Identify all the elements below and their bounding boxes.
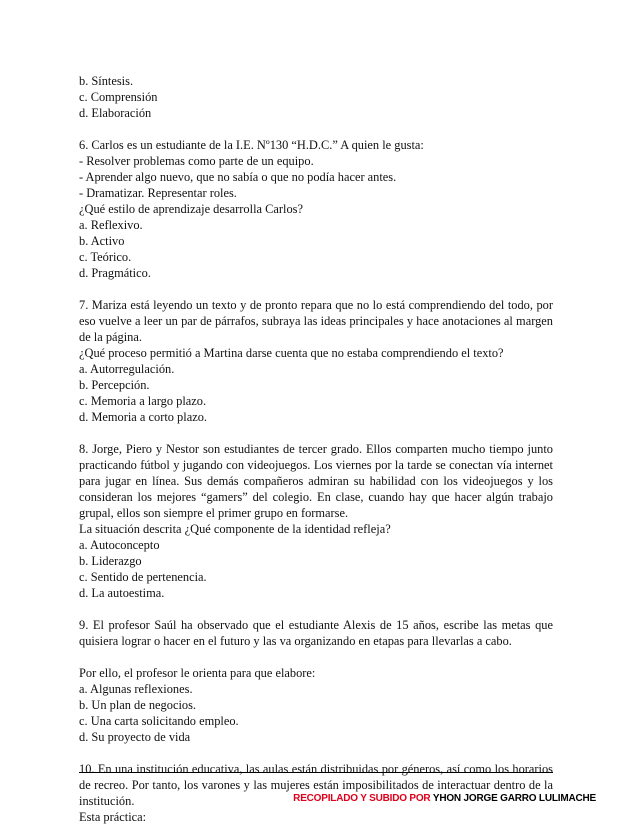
question-7 bbox=[79, 297, 553, 425]
option: b. Síntesis. bbox=[79, 74, 134, 88]
question-8 bbox=[79, 441, 553, 601]
footer-credit-author: YHON JORGE GARRO LULIMACHE bbox=[432, 793, 596, 804]
carryover-options bbox=[79, 73, 553, 121]
footer-divider bbox=[79, 772, 553, 773]
question-stem: 7. Mariza está leyendo un texto y de pronto repara que no lo está comprendiendo del todo, por eso vuelve a leer un par de párrafos, subraya las ideas principales y hace anotaciones al margen de la página. bbox=[79, 298, 553, 344]
question-stem: 10. En una institución educativa, las aulas están distribuidas por géneros, así como los horarios de recreo. Por tanto, los varones y las mujeres están imposibilitados de interactuar dentro de la institución. bbox=[79, 762, 553, 808]
question-stem: - Dramatizar. Representar roles. bbox=[79, 186, 237, 200]
option: a. Autorregulación. bbox=[79, 362, 175, 376]
option: b. Percepción. bbox=[79, 378, 150, 392]
option: c. Comprensión bbox=[79, 90, 158, 104]
option: c. Teórico. bbox=[79, 250, 132, 264]
option: d. Elaboración bbox=[79, 106, 152, 120]
option: d. Pragmático. bbox=[79, 266, 151, 280]
question-stem: - Resolver problemas como parte de un equipo. bbox=[79, 154, 314, 168]
question-prompt: Por ello, el profesor le orienta para que elabore: bbox=[79, 666, 316, 680]
question-prompt: ¿Qué estilo de aprendizaje desarrolla Carlos? bbox=[79, 202, 303, 216]
option: a. Algunas reflexiones. bbox=[79, 682, 193, 696]
page-content bbox=[79, 73, 553, 825]
question-prompt: ¿Qué proceso permitió a Martina darse cuenta que no estaba comprendiendo el texto? bbox=[79, 346, 504, 360]
option: c. Sentido de pertenencia. bbox=[79, 570, 207, 584]
option: c. Una carta solicitando empleo. bbox=[79, 714, 239, 728]
option: a. Autoconcepto bbox=[79, 538, 160, 552]
option: c. Memoria a largo plazo. bbox=[79, 394, 207, 408]
option: d. Su proyecto de vida bbox=[79, 730, 191, 744]
option: b. Un plan de negocios. bbox=[79, 698, 196, 712]
question-9 bbox=[79, 617, 553, 745]
question-stem: - Aprender algo nuevo, que no sabía o que no podía hacer antes. bbox=[79, 170, 397, 184]
option: b. Activo bbox=[79, 234, 125, 248]
question-stem: 8. Jorge, Piero y Nestor son estudiantes de tercer grado. Ellos comparten mucho tiempo junto practicando fútbol y jugando con videojuegos. Los viernes por la tarde se conectan vía internet para jugar en línea. Sus demás compañeros admiran su habilidad con los videojuegos y los consideran los mejores “gamers” del colegio. En clase, cuando hay que hacer algún trabajo grupal, ellos son siempre el primer grupo en formarse. bbox=[79, 442, 553, 520]
option: a. Reflexivo. bbox=[79, 218, 143, 232]
option: b. Liderazgo bbox=[79, 554, 142, 568]
question-6 bbox=[79, 137, 553, 281]
footer-credit bbox=[293, 791, 596, 807]
question-prompt: La situación descrita ¿Qué componente de la identidad refleja? bbox=[79, 522, 391, 536]
option: d. Memoria a corto plazo. bbox=[79, 410, 207, 424]
question-prompt: Esta práctica: bbox=[79, 810, 147, 824]
option: d. La autoestima. bbox=[79, 586, 165, 600]
question-stem: 6. Carlos es un estudiante de la I.E. Nº130 “H.D.C.” A quien le gusta: bbox=[79, 138, 424, 152]
footer-credit-label: RECOPILADO Y SUBIDO POR bbox=[293, 793, 433, 804]
question-stem: 9. El profesor Saúl ha observado que el estudiante Alexis de 15 años, escribe las metas que quisiera lograr o hacer en el futuro y las va organizando en etapas para llevarlas a cabo. bbox=[79, 618, 553, 648]
